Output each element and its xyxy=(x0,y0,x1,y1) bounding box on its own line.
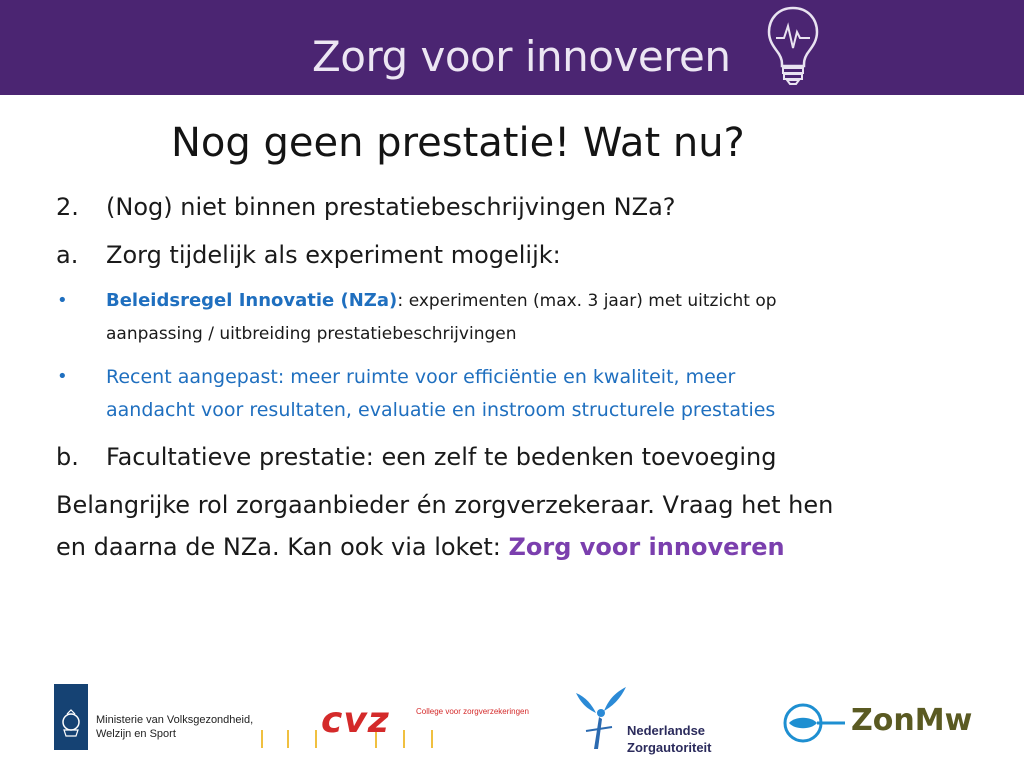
beleidsregel-link-text: Beleidsregel Innovatie (NZa) xyxy=(106,290,398,311)
nza-line-1: Nederlandse xyxy=(627,723,706,738)
bullet-1-text-1: experimenten (max. 3 jaar) met uitzicht op xyxy=(403,291,777,311)
item-2-marker: 2. xyxy=(56,193,79,221)
zorg-voor-innoveren-link[interactable]: Zorg voor innoveren xyxy=(508,533,785,561)
ministerie-line-2: Welzijn en Sport xyxy=(96,728,176,740)
bullet-2-marker: • xyxy=(57,366,68,387)
ministerie-line-1: Ministerie van Volksgezondheid, xyxy=(96,714,254,726)
globe-icon xyxy=(783,700,847,746)
banner-title: Zorg voor innoveren xyxy=(312,32,731,81)
crest-icon xyxy=(54,684,88,750)
item-b-marker: b. xyxy=(56,443,79,471)
angel-icon xyxy=(574,683,628,755)
cvz-wordmark: cvz xyxy=(321,700,390,741)
bullet-1-line-1 xyxy=(106,290,777,311)
bullet-1-marker: • xyxy=(57,290,68,311)
closing-line-2-text: en daarna de NZa. Kan ook via loket: xyxy=(56,533,509,561)
bullet-2-line-2: aandacht voor resultaten, evaluatie en instroom structurele prestaties xyxy=(106,399,776,421)
cvz-subtitle: College voor zorgverzekeringen xyxy=(416,707,529,716)
nza-text xyxy=(627,722,712,756)
rijksoverheid-emblem xyxy=(54,684,88,750)
item-a-marker: a. xyxy=(56,241,79,269)
ministerie-text xyxy=(96,713,253,741)
bullet-1-colon: : xyxy=(397,290,404,311)
closing-line-2 xyxy=(56,533,785,561)
item-b-text: Facultatieve prestatie: een zelf te bedenken toevoeging xyxy=(106,443,777,471)
item-2-text: (Nog) niet binnen prestatiebeschrijvingen NZa? xyxy=(106,193,676,221)
nza-line-2: Zorgautoriteit xyxy=(627,740,712,755)
bullet-2-line-1: Recent aangepast: meer ruimte voor efficiëntie en kwaliteit, meer xyxy=(106,366,736,388)
lightbulb-icon xyxy=(764,4,822,86)
closing-line-1: Belangrijke rol zorgaanbieder én zorgverzekeraar. Vraag het hen xyxy=(56,491,834,519)
item-a-text: Zorg tijdelijk als experiment mogelijk: xyxy=(106,241,561,269)
bullet-1-line-2: aanpassing / uitbreiding prestatiebeschrijvingen xyxy=(106,324,517,344)
header-banner xyxy=(0,0,1024,95)
zonmw-wordmark: ZonMw xyxy=(851,703,973,738)
slide-title: Nog geen prestatie! Wat nu? xyxy=(171,120,745,166)
